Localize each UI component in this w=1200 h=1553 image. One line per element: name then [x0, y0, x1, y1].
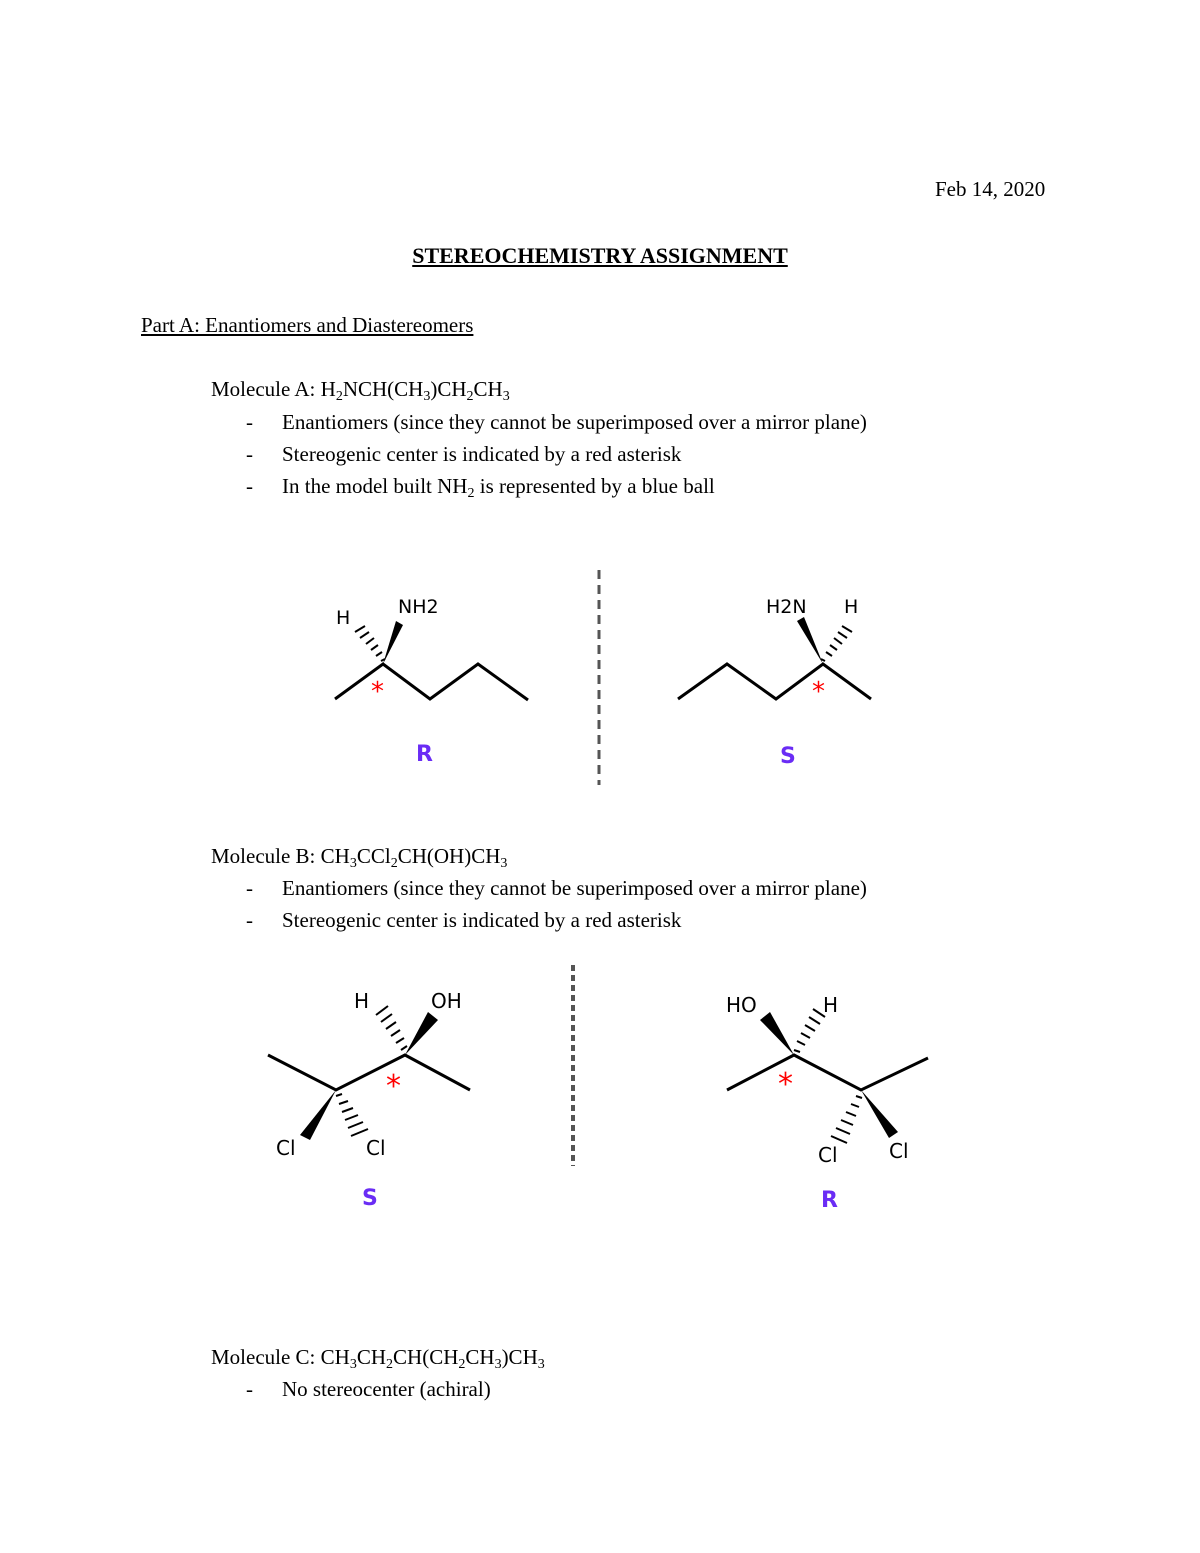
list-item: - Stereogenic center is indicated by a red asterisk: [246, 442, 682, 466]
atom-label: H: [823, 993, 839, 1017]
atom-label: NH2: [398, 596, 439, 618]
molecule-b-figure: [268, 965, 928, 1213]
wedge-bond: [300, 1090, 336, 1140]
wedge-bond: [383, 621, 403, 664]
atom-label: H2N: [766, 596, 807, 618]
atom-label: H: [844, 596, 859, 618]
stereocenter-asterisk: *: [812, 677, 825, 707]
molecule-b-right-structure: [727, 1055, 928, 1090]
configuration-label: R: [416, 742, 433, 767]
atom-label: Cl: [889, 1139, 909, 1163]
hash-bond: [794, 1009, 825, 1052]
hash-bond: [376, 1006, 407, 1050]
atom-label: H: [336, 607, 351, 629]
atom-label: Cl: [366, 1136, 386, 1160]
document-title: STEREOCHEMISTRY ASSIGNMENT: [412, 243, 788, 268]
list-item: - No stereocenter (achiral): [246, 1377, 491, 1401]
molecule-a-heading: Molecule A: $H_2NCH(CH_3)CH_2CH_3$: [211, 377, 510, 404]
hash-bond: [355, 626, 385, 661]
list-item: - Enantiomers (since they cannot be superimposed over a mirror plane): [246, 410, 867, 434]
section-heading-part-a: Part A: Enantiomers and Diastereomers: [141, 313, 474, 337]
molecule-b-left-structure: [268, 1055, 470, 1090]
wedge-bond: [861, 1090, 898, 1138]
list-item: - In the model built $NH_2$ is represented by a blue ball: [246, 474, 715, 501]
molecule-b-heading: Molecule B: $CH_3CCl_2CH(OH)CH_3$: [211, 844, 508, 871]
stereocenter-asterisk: *: [778, 1067, 793, 1102]
atom-label: OH: [431, 989, 462, 1013]
atom-label: Cl: [276, 1136, 296, 1160]
wedge-bond: [797, 617, 823, 664]
list-item: - Enantiomers (since they cannot be superimposed over a mirror plane): [246, 876, 867, 900]
atom-label: Cl: [818, 1143, 838, 1167]
molecule-c-heading: Molecule C: $CH_3CH_2CH(CH_2CH_3)CH_3$: [211, 1345, 545, 1372]
stereocenter-asterisk: *: [371, 677, 384, 707]
configuration-label: R: [821, 1188, 838, 1213]
molecule-a-left-structure: [335, 664, 528, 700]
atom-label: H: [354, 989, 370, 1013]
date: Feb 14, 2020: [935, 177, 1046, 201]
configuration-label: S: [362, 1186, 378, 1211]
molecule-a-figure: [335, 570, 871, 785]
stereocenter-asterisk: *: [386, 1069, 401, 1104]
hash-bond: [821, 626, 852, 661]
list-item: - Stereogenic center is indicated by a red asterisk: [246, 908, 682, 932]
wedge-bond: [760, 1012, 794, 1055]
configuration-label: S: [780, 744, 796, 769]
atom-label: HO: [726, 993, 757, 1017]
hash-bond: [336, 1094, 368, 1136]
hash-bond: [831, 1096, 862, 1143]
wedge-bond: [405, 1012, 438, 1055]
molecule-a-right-structure: [678, 664, 871, 699]
